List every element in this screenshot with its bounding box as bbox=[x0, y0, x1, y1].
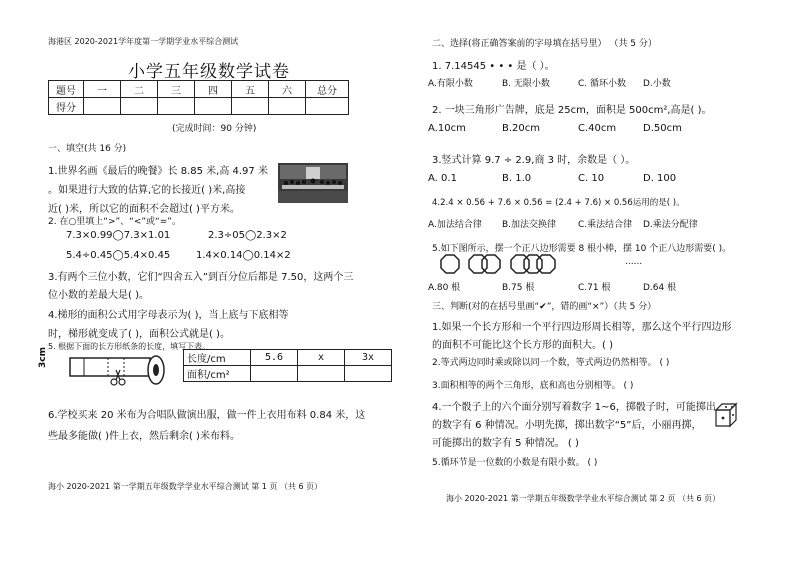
mc-q5-opt-b: B.75 根 bbox=[502, 283, 535, 293]
tf-q1-line2: 的面积不可能比这个长方形的面积大。( ) bbox=[432, 340, 613, 351]
mc-q2-opt-d: D.50cm bbox=[643, 123, 682, 134]
octagons-continuation: ...... bbox=[625, 257, 643, 267]
mc-q2: 2. 一块三角形广告牌，底是 25cm，面积是 500cm²,高是( )。 bbox=[432, 105, 712, 116]
mc-q1-opt-c: C. 循环小数 bbox=[578, 79, 627, 89]
tf-q5: 5.循环节是一位数的小数是有限小数。 ( ) bbox=[432, 458, 598, 468]
mc-q1-opt-b: B. 无限小数 bbox=[502, 79, 550, 89]
tf-q3: 3.面积相等的两个三角形，底和高也分别相等。 ( ) bbox=[432, 381, 634, 391]
mc-q3: 3.竖式计算 9.7 ÷ 2.9,商 3 时，余数是（ ）。 bbox=[432, 155, 636, 166]
exam-header: 海港区 2020-2021学年度第一学期学业水平综合测试 bbox=[48, 37, 239, 46]
mc-q5-opt-d: D.64 根 bbox=[643, 283, 677, 293]
page-title: 小学五年级数学试卷 bbox=[128, 62, 290, 82]
q5-row1-cell: x bbox=[298, 350, 345, 366]
section-2-heading: 二、选择(将正确答案前的字母填在括号里） （共 5 分） bbox=[432, 39, 657, 49]
mc-q4-opt-a: A.加法结合律 bbox=[428, 220, 482, 230]
score-col-header: 五 bbox=[232, 81, 269, 98]
score-row-label: 得分 bbox=[49, 98, 84, 115]
mc-q4-opt-b: B.加法交换律 bbox=[502, 220, 557, 230]
q5-table bbox=[183, 349, 392, 382]
tf-q4-line2: 的数字有 6 种情况。小明先掷，掷出数字“5”后，小丽再掷， bbox=[432, 420, 702, 431]
score-cell bbox=[121, 98, 158, 115]
mc-q1: 1. 7.14545 • • • 是（ ）。 bbox=[432, 61, 555, 72]
mc-q3-opt-c: C. 10 bbox=[578, 173, 605, 184]
score-col-header: 一 bbox=[84, 81, 121, 98]
score-cell bbox=[84, 98, 121, 115]
q2-item-b: 2.3÷05◯2.3×2 bbox=[208, 230, 287, 241]
mc-q2-opt-a: A.10cm bbox=[428, 123, 466, 134]
dice-icon bbox=[712, 402, 742, 430]
score-col-header: 二 bbox=[121, 81, 158, 98]
q1-line2: 。如果进行大致的估算,它的长接近( )米,高接 bbox=[48, 185, 246, 196]
mc-q5-opt-c: C.71 根 bbox=[578, 283, 611, 293]
tf-q2: 2.等式两边同时乘或除以同一个数，等式两边仍然相等。 ( ) bbox=[432, 358, 670, 368]
score-table bbox=[48, 80, 349, 115]
score-col-header: 题号 bbox=[49, 81, 84, 98]
q1-line1: 1.世界名画《最后的晚餐》长 8.85 米,高 4.97 米 bbox=[48, 166, 268, 177]
score-cell bbox=[158, 98, 195, 115]
paper-roll-figure bbox=[60, 352, 170, 392]
mc-q5: 5.如下图所示，摆一个正八边形需要 8 根小棒，摆 10 个正八边形需要( )。 bbox=[432, 244, 732, 254]
q5-row2-cell bbox=[345, 366, 392, 382]
mc-q4-opt-d: D.乘法分配律 bbox=[643, 220, 698, 230]
q2-text: 2. 在○里填上“>”、“<”或“=”。 bbox=[48, 217, 181, 227]
score-col-header: 六 bbox=[269, 81, 306, 98]
score-col-header: 总分 bbox=[306, 81, 349, 98]
score-col-header: 三 bbox=[158, 81, 195, 98]
q1-line3: 近( )米，所以它的面积不会超过( )平方米。 bbox=[48, 204, 240, 215]
q6-line2: 些最多能做( )件上衣，然后剩余( )米布料。 bbox=[48, 431, 240, 442]
q5-row2-cell bbox=[298, 366, 345, 382]
mc-q4: 4.2.4 × 0.56 + 7.6 × 0.56 = (2.4 + 7.6) × 0.56运用的是( )。 bbox=[432, 198, 685, 208]
left-footer: 海小 2020-2021 第一学期五年级数学学业水平综合测试 第 1 页 （共 6 页） bbox=[48, 482, 323, 491]
mc-q5-opt-a: A.80 根 bbox=[428, 283, 461, 293]
q5-width-label: 3cm bbox=[38, 347, 48, 368]
tf-q4-line1: 4.一个骰子上的六个面分别写着数字 1~6，掷骰子时，可能掷出 bbox=[432, 402, 716, 413]
q2-item-c: 5.4÷0.45◯5.4×0.45 bbox=[66, 250, 171, 261]
q5-row2-head: 面积/cm² bbox=[184, 366, 251, 382]
tf-q1-line1: 1.如果一个长方形和一个平行四边形周长相等，那么这个平行四边形 bbox=[432, 322, 732, 333]
mc-q2-opt-b: B.20cm bbox=[502, 123, 541, 134]
q5-row2-cell bbox=[251, 366, 298, 382]
mc-q2-opt-c: C.40cm bbox=[578, 123, 617, 134]
octagons-figure bbox=[440, 253, 643, 277]
mc-q3-opt-d: D. 100 bbox=[643, 173, 677, 184]
score-cell bbox=[232, 98, 269, 115]
mc-q1-opt-d: D.小数 bbox=[643, 79, 671, 89]
score-cell bbox=[195, 98, 232, 115]
q2-item-d: 1.4×0.14◯0.14×2 bbox=[196, 250, 291, 261]
score-cell bbox=[269, 98, 306, 115]
last-supper-painting-image bbox=[278, 163, 348, 203]
tf-q4-line3: 可能掷出的数字有 5 种情况。 ( ) bbox=[432, 438, 579, 449]
q4-line2: 时，梯形就变成了( )，面积公式就是( )。 bbox=[48, 329, 230, 340]
mc-q1-opt-a: A.有限小数 bbox=[428, 79, 473, 89]
q5-row1-head: 长度/cm bbox=[184, 350, 251, 366]
q4-line1: 4.梯形的面积公式用字母表示为( )，当上底与下底相等 bbox=[48, 310, 289, 321]
q5-row1-cell: 5.6 bbox=[251, 350, 298, 366]
section-3-heading: 三、判断(对的在括号里画“✔”，错的画“×”）（共 5 分） bbox=[432, 302, 657, 312]
q5-text: 5. 根据下面的长方形纸条的长度，填写下表。 bbox=[48, 342, 211, 351]
right-footer: 海小 2020-2021 第一学期五年级数学学业水平综合测试 第 2 页 （共 6 页） bbox=[446, 494, 721, 503]
time-note: (完成时间：90 分钟) bbox=[172, 124, 257, 134]
mc-q3-opt-b: B. 1.0 bbox=[502, 173, 532, 184]
q5-row1-cell: 3x bbox=[345, 350, 392, 366]
q3-line2: 位小数的差最大是( )。 bbox=[48, 290, 149, 301]
score-col-header: 四 bbox=[195, 81, 232, 98]
section-1-heading: 一、填空(共 16 分) bbox=[48, 144, 127, 154]
score-cell bbox=[306, 98, 349, 115]
q6-line1: 6.学校买来 20 米布为合唱队做演出服，做一件上衣用布料 0.84 米，这 bbox=[48, 410, 366, 421]
mc-q3-opt-a: A. 0.1 bbox=[428, 173, 457, 184]
q2-item-a: 7.3×0.99◯7.3×1.01 bbox=[66, 230, 171, 241]
q3-line1: 3.有两个三位小数，它们“四舍五入”到百分位后都是 7.50，这两个三 bbox=[48, 272, 354, 283]
mc-q4-opt-c: C.乘法结合律 bbox=[578, 220, 633, 230]
